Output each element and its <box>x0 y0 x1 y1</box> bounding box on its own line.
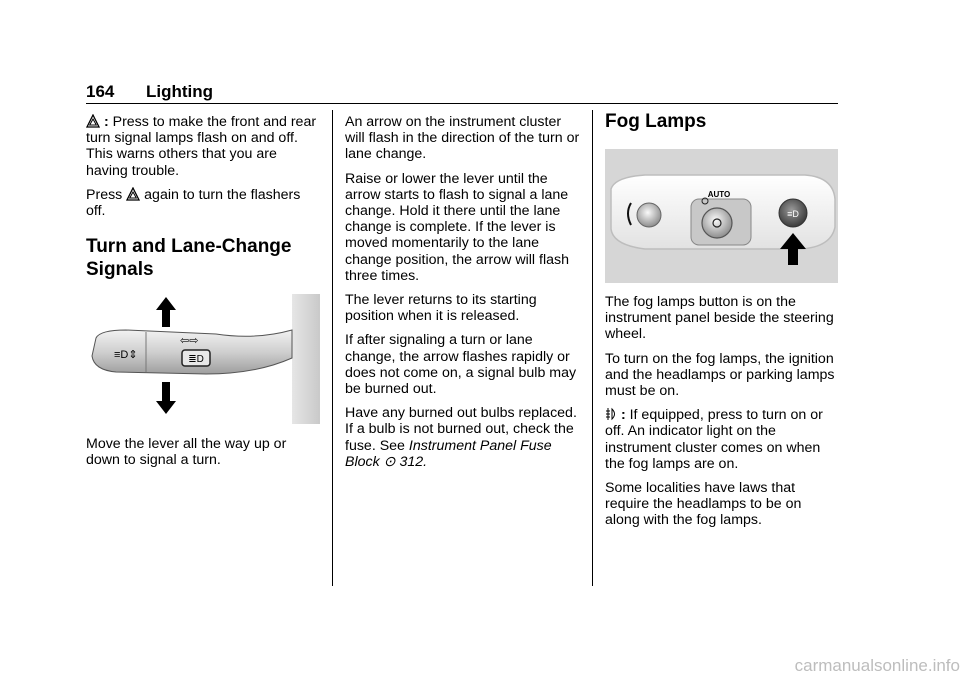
column-divider-1 <box>332 110 333 586</box>
column-1 <box>86 114 322 281</box>
down-arrow-icon <box>156 382 176 414</box>
col3-p1: The fog lamps button is on the instrument panel beside the steering wheel. <box>605 294 834 343</box>
turn-signals-heading: Turn and Lane-Change Signals <box>86 236 292 281</box>
fog-lamp-panel-figure <box>605 149 838 283</box>
press-again-paragraph: Press again to turn the flashers off. <box>86 186 301 220</box>
lever-button-symbol: ≣D <box>188 354 204 365</box>
col2-p4: If after signaling a turn or lane change, the arrow flashes rapidly or does not come on, a signal bulb may be burned out. <box>345 332 577 398</box>
dimmer-knob <box>637 203 661 227</box>
col3-p4: Some localities have laws that require the headlamps to be on along with the fog lamps. <box>605 480 802 529</box>
watermark: carmanualsonline.info <box>794 656 960 675</box>
lever-beam-symbols: ≡D⇕ <box>114 349 138 361</box>
hazard-description: Press to make the front and rear turn signal lamps flash on and off. This warns others that you are having trouble. <box>86 114 317 179</box>
column-divider-2 <box>592 110 593 586</box>
svg-text:≡D: ≡D <box>787 209 799 219</box>
column-1-lower <box>86 436 322 468</box>
page-number: 164 <box>86 82 115 101</box>
up-arrow-icon <box>156 297 176 327</box>
hazard-paragraph: : Press to make the front and rear turn signal lamps flash on and off. This warns others that you are having trouble. <box>86 114 317 179</box>
column-3 <box>605 294 839 529</box>
col2-p5: Have any burned out bulbs replaced. If a bulb is not burned out, check the fuse. See Instrument Panel Fuse Block ⊙ 312. <box>345 405 577 470</box>
column-2 <box>345 114 583 470</box>
col2-p2: Raise or lower the lever until the arrow starts to flash to signal a lane change. Hold it there until the lane change is complete. If the lever is moved momentarily to the lane change position, the arrow will flash three times. <box>345 170 569 284</box>
lever-turn-arrows: ⇦⇨ <box>180 335 199 347</box>
steering-column <box>292 294 320 424</box>
column-3-top <box>605 110 839 133</box>
headlamp-switch-knob <box>702 208 732 238</box>
lever-paragraph: Move the lever all the way up or down to signal a turn. <box>86 436 287 469</box>
col2-p3: The lever returns to its starting position when it is released. <box>345 292 537 325</box>
hazard-warning-icon <box>126 187 140 201</box>
col3-p3: : If equipped, press to turn on or off. An indicator light on the instrument cluster comes on when the fog lamps are on. <box>605 407 823 472</box>
col2-p1: An arrow on the instrument cluster will flash in the direction of the turn or lane change. <box>345 114 580 163</box>
fog-lamps-heading: Fog Lamps <box>605 111 707 132</box>
header-rule <box>86 103 838 104</box>
page-reference: ⊙ 312. <box>383 453 428 470</box>
col3-p2: To turn on the fog lamps, the ignition and the headlamps or parking lamps must be on. <box>605 350 835 400</box>
section-title: Lighting <box>146 82 214 101</box>
hazard-warning-icon <box>86 114 100 128</box>
fuse-block-link[interactable]: Instrument Panel Fuse Block <box>345 437 552 470</box>
auto-label: AUTO <box>707 190 731 199</box>
turn-signal-lever-figure <box>86 294 320 424</box>
fog-lamp-icon <box>605 407 617 421</box>
